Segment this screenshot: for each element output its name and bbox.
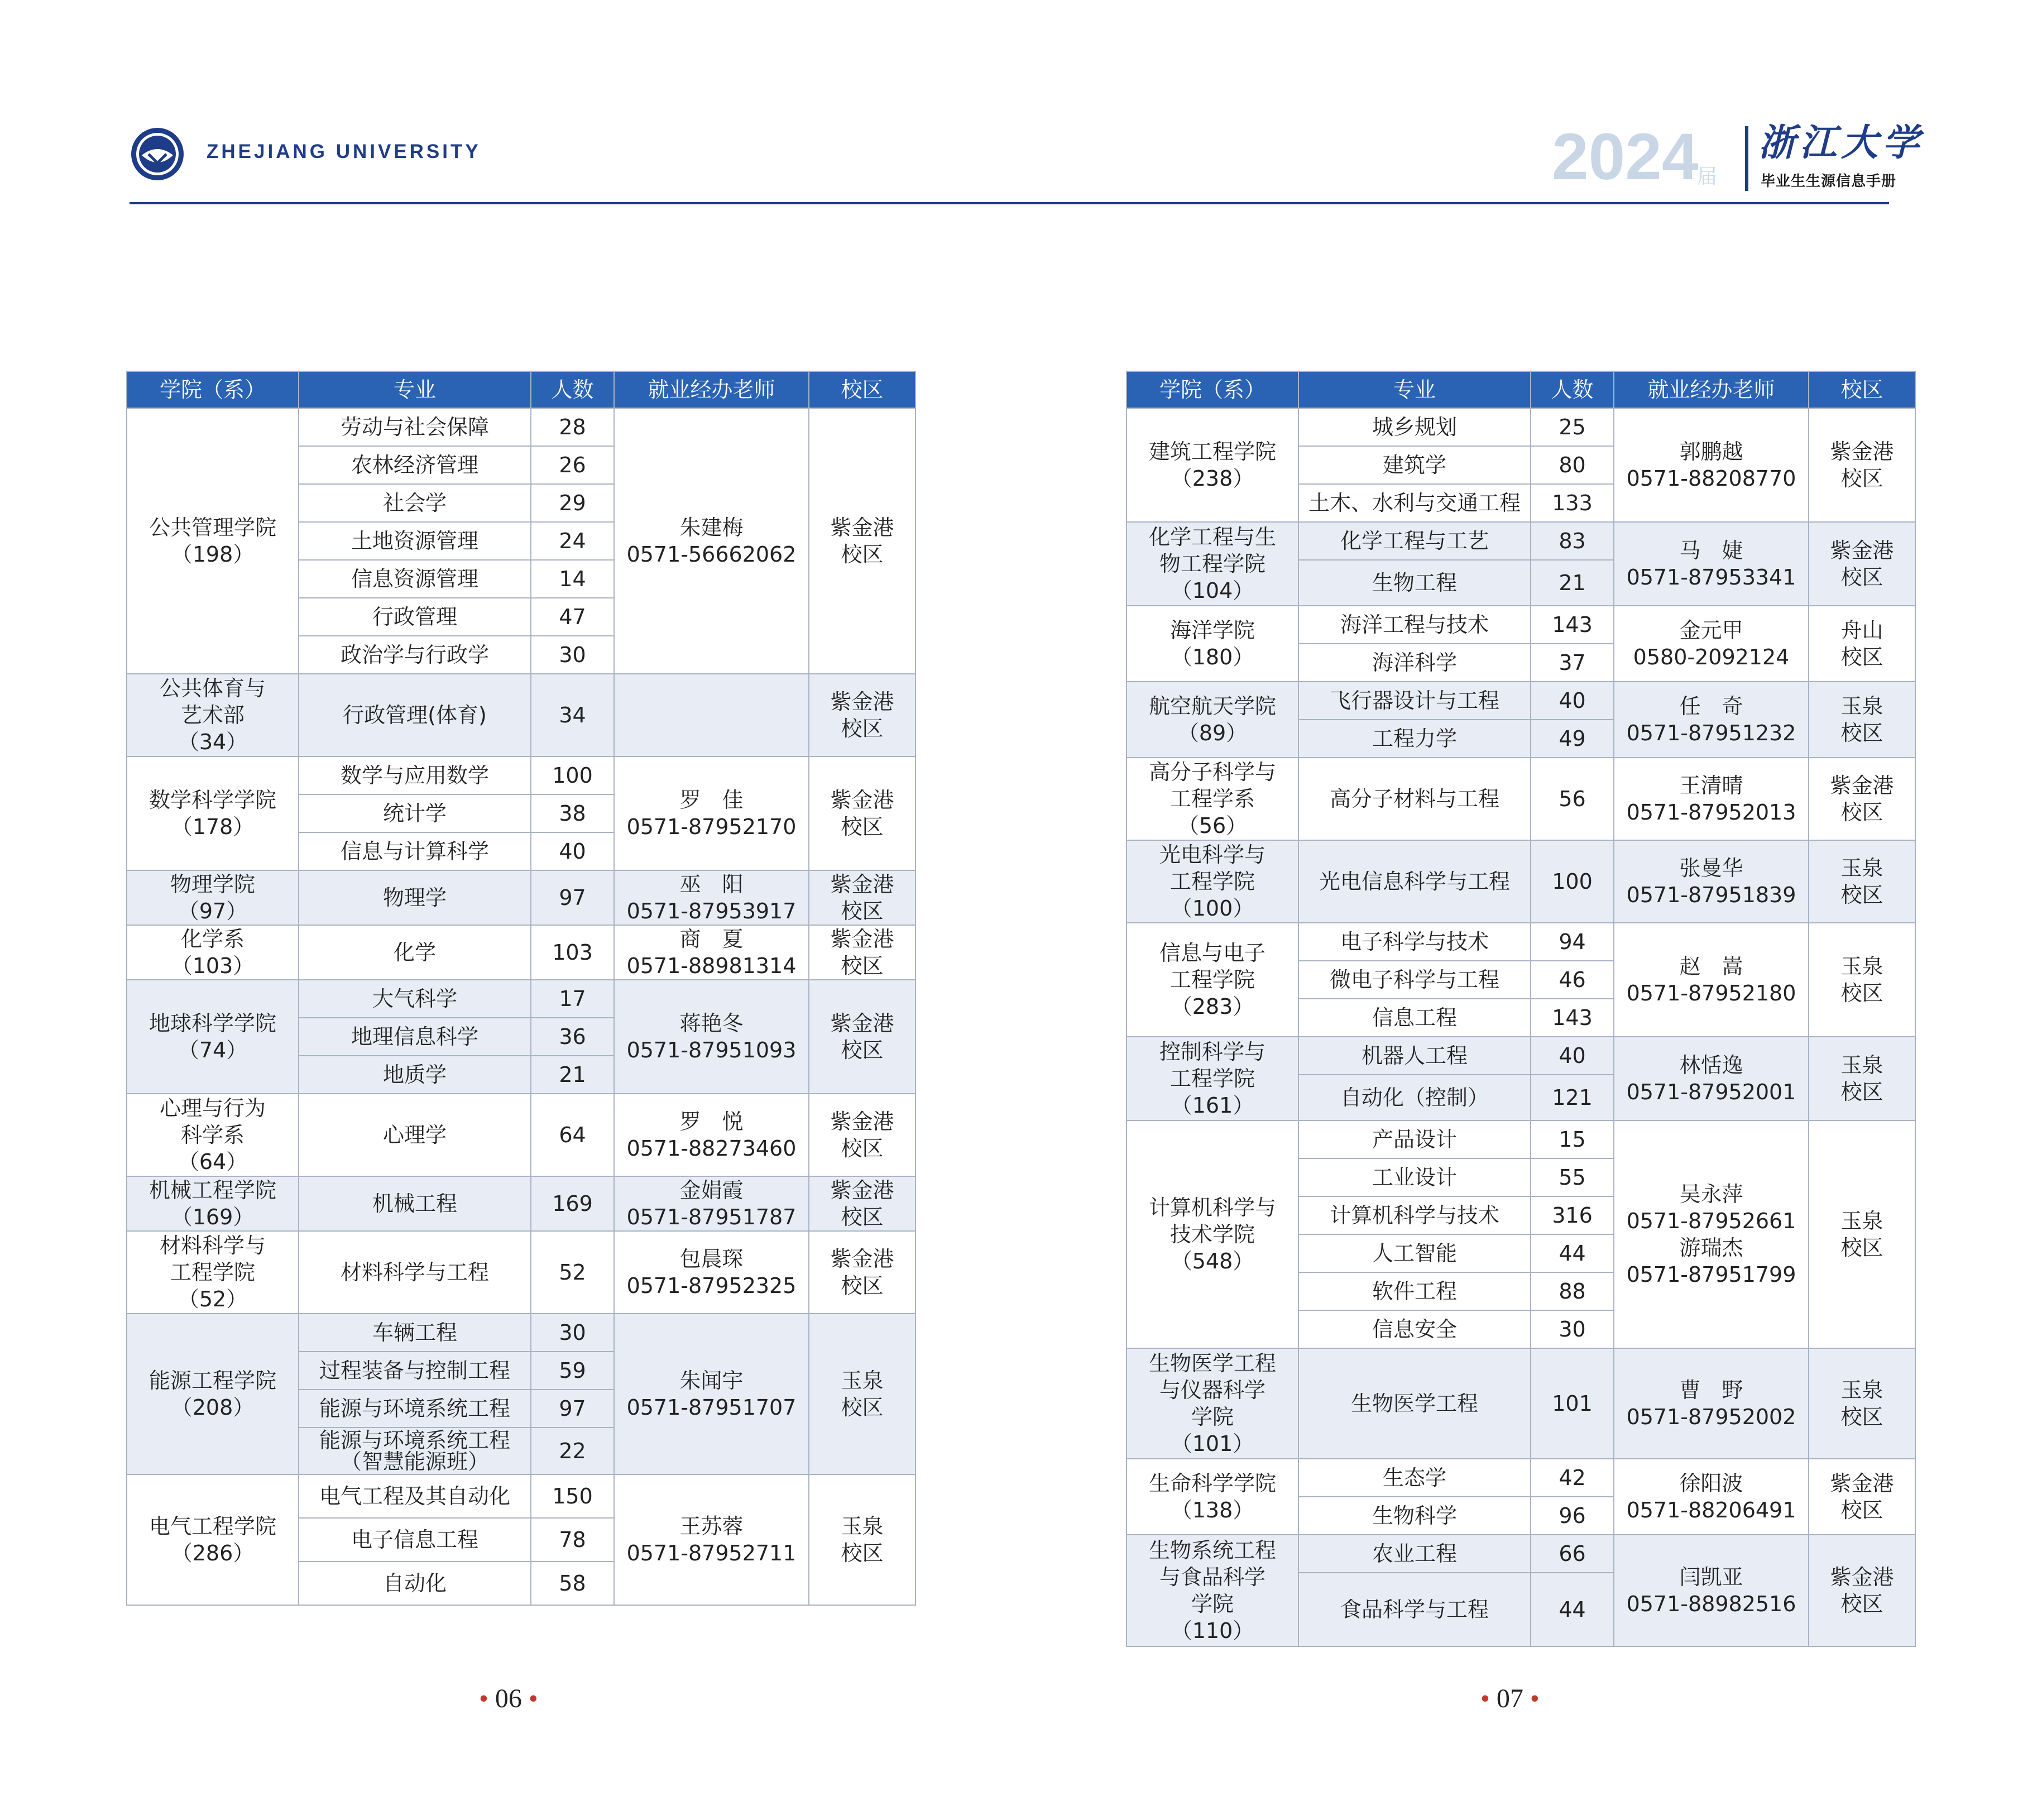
count-cell: 169 — [531, 1176, 614, 1231]
college-cell: 材料科学与 工程学院 （52） — [127, 1231, 299, 1314]
contact-cell: 曹 野 0571-87952002 — [1614, 1348, 1809, 1459]
count-cell: 56 — [1531, 758, 1614, 840]
year-suffix: 届 — [1697, 165, 1718, 188]
table-row — [127, 1094, 915, 1176]
college-cell: 心理与行为 科学系 （64） — [127, 1094, 299, 1176]
table-row — [127, 1314, 915, 1352]
contact-cell: 闫凯亚 0571-88982516 — [1614, 1535, 1809, 1646]
university-name-cn: 浙江大学 — [1758, 121, 1924, 164]
count-cell: 143 — [1531, 606, 1614, 644]
table-row — [127, 1474, 915, 1518]
right-college-table — [1126, 371, 1916, 1647]
count-cell: 78 — [531, 1518, 614, 1562]
table-row — [127, 756, 915, 794]
count-cell: 133 — [1531, 484, 1614, 522]
campus-cell: 玉泉 校区 — [1809, 1348, 1915, 1459]
major-cell: 食品科学与工程 — [1298, 1573, 1531, 1646]
major-cell: 生物工程 — [1298, 560, 1531, 606]
table-header-row — [1127, 371, 1915, 408]
major-cell: 海洋工程与技术 — [1298, 606, 1531, 644]
count-cell: 44 — [1531, 1573, 1614, 1646]
major-cell: 社会学 — [299, 484, 531, 522]
major-cell: 农业工程 — [1298, 1535, 1531, 1573]
contact-cell: 张曼华 0571-87951839 — [1614, 840, 1809, 923]
major-cell: 能源与环境系统工程 — [299, 1390, 531, 1428]
count-cell: 121 — [1531, 1075, 1614, 1120]
college-cell: 计算机科学与 技术学院 （548） — [1127, 1120, 1298, 1348]
bullet-dot: • — [1530, 1684, 1540, 1713]
count-cell: 40 — [1531, 1037, 1614, 1075]
count-cell: 49 — [1531, 720, 1614, 758]
campus-cell: 紫金港 校区 — [809, 925, 915, 980]
major-cell: 生态学 — [1298, 1459, 1531, 1497]
contact-cell: 徐阳波 0571-88206491 — [1614, 1459, 1809, 1535]
count-cell: 52 — [531, 1231, 614, 1314]
major-cell: 能源与环境系统工程 （智慧能源班） — [299, 1428, 531, 1474]
count-cell: 28 — [531, 408, 614, 446]
zju-seal-logo — [130, 126, 185, 182]
table-row — [1127, 1037, 1915, 1075]
major-cell: 光电信息科学与工程 — [1298, 840, 1531, 923]
count-cell: 46 — [1531, 961, 1614, 999]
table-row — [1127, 1459, 1915, 1497]
count-cell: 30 — [1531, 1310, 1614, 1348]
count-cell: 96 — [1531, 1497, 1614, 1535]
campus-cell: 玉泉 校区 — [1809, 1120, 1915, 1348]
college-cell: 化学系 （103） — [127, 925, 299, 980]
table-row — [1127, 606, 1915, 644]
university-name-en: ZHEJIANG UNIVERSITY — [207, 141, 481, 162]
left-table-body — [127, 408, 915, 1605]
major-cell: 土木、水利与交通工程 — [1298, 484, 1531, 522]
header-divider — [1745, 126, 1748, 191]
major-cell: 软件工程 — [1298, 1272, 1531, 1310]
count-cell: 80 — [1531, 446, 1614, 484]
college-cell: 控制科学与 工程学院 （161） — [1127, 1037, 1298, 1120]
count-cell: 30 — [531, 636, 614, 674]
count-cell: 17 — [531, 980, 614, 1018]
count-cell: 66 — [1531, 1535, 1614, 1573]
college-cell: 生物系统工程 与食品科学 学院 （110） — [1127, 1535, 1298, 1646]
campus-cell: 玉泉 校区 — [1809, 923, 1915, 1037]
count-cell: 103 — [531, 925, 614, 980]
count-cell: 30 — [531, 1314, 614, 1352]
major-cell: 信息资源管理 — [299, 560, 531, 598]
count-cell: 97 — [531, 870, 614, 925]
count-cell: 44 — [1531, 1234, 1614, 1272]
bullet-dot: • — [479, 1684, 488, 1713]
major-cell: 机械工程 — [299, 1176, 531, 1231]
college-cell: 化学工程与生 物工程学院 （104） — [1127, 522, 1298, 606]
table-row — [127, 925, 915, 980]
right-table-body — [1127, 408, 1915, 1646]
table-row — [1127, 840, 1915, 923]
major-cell: 自动化 — [299, 1562, 531, 1605]
bullet-dot: • — [1480, 1684, 1490, 1713]
contact-cell: 蒋艳冬 0571-87951093 — [614, 980, 809, 1094]
major-cell: 电子科学与技术 — [1298, 923, 1531, 961]
college-cell: 生命科学学院 （138） — [1127, 1459, 1298, 1535]
major-cell: 数学与应用数学 — [299, 756, 531, 794]
count-cell: 64 — [531, 1094, 614, 1176]
header-count: 人数 — [531, 371, 614, 408]
table-row — [127, 1176, 915, 1231]
header-rule — [130, 202, 1889, 204]
campus-cell: 紫金港 校区 — [1809, 408, 1915, 522]
count-cell: 25 — [1531, 408, 1614, 446]
major-cell: 城乡规划 — [1298, 408, 1531, 446]
count-cell: 15 — [1531, 1120, 1614, 1158]
campus-cell: 紫金港 校区 — [1809, 758, 1915, 840]
header-major: 专业 — [1298, 371, 1531, 408]
campus-cell: 玉泉 校区 — [809, 1314, 915, 1474]
contact-cell: 朱闻宇 0571-87951707 — [614, 1314, 809, 1474]
college-cell: 建筑工程学院 （238） — [1127, 408, 1298, 522]
major-cell: 劳动与社会保障 — [299, 408, 531, 446]
table-row — [127, 1231, 915, 1314]
college-cell: 高分子科学与 工程学系 （56） — [1127, 758, 1298, 840]
page-number-left-text: 06 — [495, 1684, 522, 1713]
major-cell: 地质学 — [299, 1056, 531, 1094]
contact-cell: 王苏蓉 0571-87952711 — [614, 1474, 809, 1605]
major-cell: 自动化（控制） — [1298, 1075, 1531, 1120]
table-row — [1127, 522, 1915, 560]
contact-cell: 吴永萍 0571-87952661 游瑞杰 0571-87951799 — [1614, 1120, 1809, 1348]
count-cell: 40 — [531, 832, 614, 870]
count-cell: 101 — [1531, 1348, 1614, 1459]
contact-cell: 罗 悦 0571-88273460 — [614, 1094, 809, 1176]
count-cell: 55 — [1531, 1158, 1614, 1196]
campus-cell: 紫金港 校区 — [809, 980, 915, 1094]
header-college: 学院（系） — [1127, 371, 1298, 408]
count-cell: 37 — [1531, 644, 1614, 682]
count-cell: 316 — [1531, 1196, 1614, 1234]
contact-cell: 郭鹏越 0571-88208770 — [1614, 408, 1809, 522]
count-cell: 97 — [531, 1390, 614, 1428]
campus-cell: 紫金港 校区 — [809, 756, 915, 870]
college-cell: 电气工程学院 （286） — [127, 1474, 299, 1605]
contact-cell — [614, 674, 809, 756]
major-cell: 微电子科学与工程 — [1298, 961, 1531, 999]
table-header-row — [127, 371, 915, 408]
campus-cell: 紫金港 校区 — [809, 408, 915, 674]
major-cell: 行政管理(体育) — [299, 674, 531, 756]
count-cell: 21 — [1531, 560, 1614, 606]
major-cell: 政治学与行政学 — [299, 636, 531, 674]
major-cell: 工程力学 — [1298, 720, 1531, 758]
table-row — [1127, 1535, 1915, 1573]
count-cell: 59 — [531, 1352, 614, 1390]
contact-cell: 巫 阳 0571-87953917 — [614, 870, 809, 925]
campus-cell: 玉泉 校区 — [1809, 682, 1915, 758]
major-cell: 地理信息科学 — [299, 1018, 531, 1056]
count-cell: 100 — [1531, 840, 1614, 923]
table-row — [127, 870, 915, 925]
major-cell: 海洋科学 — [1298, 644, 1531, 682]
graduation-year: 2024 — [1552, 120, 1699, 194]
contact-cell: 马 婕 0571-87953341 — [1614, 522, 1809, 606]
major-cell: 信息工程 — [1298, 999, 1531, 1037]
left-college-table — [126, 371, 916, 1606]
campus-cell: 紫金港 校区 — [809, 870, 915, 925]
major-cell: 工业设计 — [1298, 1158, 1531, 1196]
college-cell: 机械工程学院 （169） — [127, 1176, 299, 1231]
table-row — [127, 980, 915, 1018]
table-row — [1127, 923, 1915, 961]
major-cell: 信息与计算科学 — [299, 832, 531, 870]
major-cell: 行政管理 — [299, 598, 531, 636]
college-cell: 航空航天学院 （89） — [1127, 682, 1298, 758]
major-cell: 生物医学工程 — [1298, 1348, 1531, 1459]
header-contact: 就业经办老师 — [1614, 371, 1809, 408]
contact-cell: 赵 嵩 0571-87952180 — [1614, 923, 1809, 1037]
count-cell: 100 — [531, 756, 614, 794]
contact-cell: 任 奇 0571-87951232 — [1614, 682, 1809, 758]
contact-cell: 金元甲 0580-2092124 — [1614, 606, 1809, 682]
count-cell: 29 — [531, 484, 614, 522]
major-cell: 计算机科学与技术 — [1298, 1196, 1531, 1234]
count-cell: 40 — [1531, 682, 1614, 720]
major-cell: 高分子材料与工程 — [1298, 758, 1531, 840]
campus-cell: 紫金港 校区 — [809, 1094, 915, 1176]
table-row — [1127, 1120, 1915, 1158]
count-cell: 21 — [531, 1056, 614, 1094]
major-cell: 电子信息工程 — [299, 1518, 531, 1562]
college-cell: 公共体育与 艺术部 （34） — [127, 674, 299, 756]
table-row — [1127, 408, 1915, 446]
major-cell: 电气工程及其自动化 — [299, 1474, 531, 1518]
major-cell: 信息安全 — [1298, 1310, 1531, 1348]
major-cell: 飞行器设计与工程 — [1298, 682, 1531, 720]
count-cell: 42 — [1531, 1459, 1614, 1497]
contact-cell: 朱建梅 0571-56662062 — [614, 408, 809, 674]
campus-cell: 舟山 校区 — [1809, 606, 1915, 682]
count-cell: 36 — [531, 1018, 614, 1056]
count-cell: 22 — [531, 1428, 614, 1474]
campus-cell: 紫金港 校区 — [809, 674, 915, 756]
major-cell: 人工智能 — [1298, 1234, 1531, 1272]
count-cell: 143 — [1531, 999, 1614, 1037]
contact-cell: 金娟霞 0571-87951787 — [614, 1176, 809, 1231]
major-cell: 化学 — [299, 925, 531, 980]
count-cell: 34 — [531, 674, 614, 756]
contact-cell: 罗 佳 0571-87952170 — [614, 756, 809, 870]
contact-cell: 王清晴 0571-87952013 — [1614, 758, 1809, 840]
count-cell: 150 — [531, 1474, 614, 1518]
table-row — [1127, 682, 1915, 720]
major-cell: 生物科学 — [1298, 1497, 1531, 1535]
count-cell: 24 — [531, 522, 614, 560]
count-cell: 14 — [531, 560, 614, 598]
college-cell: 物理学院 （97） — [127, 870, 299, 925]
major-cell: 大气科学 — [299, 980, 531, 1018]
major-cell: 产品设计 — [1298, 1120, 1531, 1158]
table-row — [127, 408, 915, 446]
major-cell: 心理学 — [299, 1094, 531, 1176]
major-cell: 车辆工程 — [299, 1314, 531, 1352]
header-major: 专业 — [299, 371, 531, 408]
count-cell: 38 — [531, 794, 614, 832]
page-number-right-text: 07 — [1496, 1684, 1523, 1713]
campus-cell: 玉泉 校区 — [1809, 1037, 1915, 1120]
college-cell: 海洋学院 （180） — [1127, 606, 1298, 682]
campus-cell: 紫金港 校区 — [809, 1231, 915, 1314]
contact-cell: 林恬逸 0571-87952001 — [1614, 1037, 1809, 1120]
count-cell: 83 — [1531, 522, 1614, 560]
major-cell: 统计学 — [299, 794, 531, 832]
college-cell: 数学科学学院 （178） — [127, 756, 299, 870]
page-number-left — [479, 1683, 538, 1714]
campus-cell: 玉泉 校区 — [1809, 840, 1915, 923]
major-cell: 土地资源管理 — [299, 522, 531, 560]
college-cell: 公共管理学院 （198） — [127, 408, 299, 674]
table-row — [1127, 758, 1915, 840]
table-row — [127, 674, 915, 756]
college-cell: 地球科学学院 （74） — [127, 980, 299, 1094]
handbook-title: 毕业生生源信息手册 — [1761, 173, 1897, 190]
campus-cell: 紫金港 校区 — [1809, 1459, 1915, 1535]
college-cell: 能源工程学院 （208） — [127, 1314, 299, 1474]
college-cell: 光电科学与 工程学院 （100） — [1127, 840, 1298, 923]
major-cell: 农林经济管理 — [299, 446, 531, 484]
major-cell: 物理学 — [299, 870, 531, 925]
contact-cell: 包晨琛 0571-87952325 — [614, 1231, 809, 1314]
bullet-dot: • — [528, 1684, 538, 1713]
count-cell: 47 — [531, 598, 614, 636]
major-cell: 化学工程与工艺 — [1298, 522, 1531, 560]
count-cell: 94 — [1531, 923, 1614, 961]
major-cell: 机器人工程 — [1298, 1037, 1531, 1075]
count-cell: 58 — [531, 1562, 614, 1605]
header-contact: 就业经办老师 — [614, 371, 809, 408]
header-campus: 校区 — [809, 371, 915, 408]
header-count: 人数 — [1531, 371, 1614, 408]
campus-cell: 紫金港 校区 — [1809, 1535, 1915, 1646]
page-number-right — [1480, 1683, 1540, 1714]
college-cell: 生物医学工程 与仪器科学 学院 （101） — [1127, 1348, 1298, 1459]
campus-cell: 紫金港 校区 — [809, 1176, 915, 1231]
campus-cell: 玉泉 校区 — [809, 1474, 915, 1605]
major-cell: 建筑学 — [1298, 446, 1531, 484]
campus-cell: 紫金港 校区 — [1809, 522, 1915, 606]
major-cell: 过程装备与控制工程 — [299, 1352, 531, 1390]
count-cell: 88 — [1531, 1272, 1614, 1310]
major-cell: 材料科学与工程 — [299, 1231, 531, 1314]
header-college: 学院（系） — [127, 371, 299, 408]
header-campus: 校区 — [1809, 371, 1915, 408]
table-row — [1127, 1348, 1915, 1459]
college-cell: 信息与电子 工程学院 （283） — [1127, 923, 1298, 1037]
contact-cell: 商 夏 0571-88981314 — [614, 925, 809, 980]
count-cell: 26 — [531, 446, 614, 484]
